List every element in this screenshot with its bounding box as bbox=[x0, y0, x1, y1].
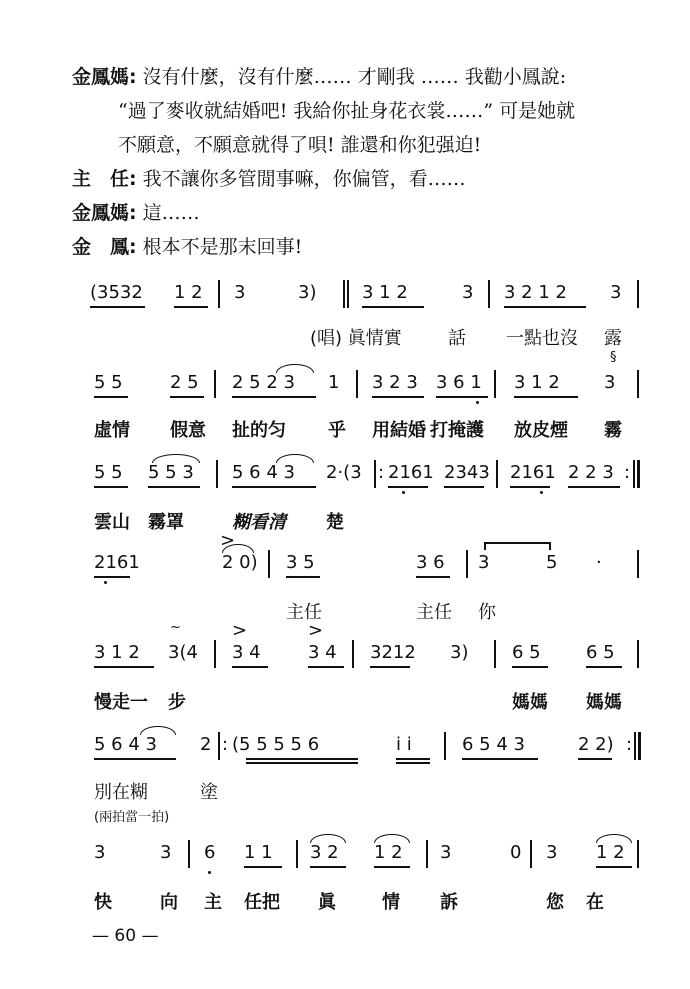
underline bbox=[232, 396, 316, 398]
dialogue-text: “過了麥收就結婚吧! 我給你扯身花衣裳……” 可是她就 bbox=[118, 100, 576, 122]
note-group: 1 bbox=[328, 372, 340, 393]
note-group: 2 bbox=[200, 734, 212, 755]
barline bbox=[374, 460, 376, 488]
underline bbox=[372, 396, 424, 398]
lyric: 用結婚 bbox=[372, 420, 426, 441]
underline bbox=[170, 396, 204, 398]
note-group: 3) bbox=[450, 642, 469, 663]
note-group: 6 5 bbox=[586, 642, 615, 663]
underline bbox=[436, 396, 488, 398]
note-group: 1 1 bbox=[244, 842, 273, 863]
underline bbox=[90, 306, 145, 308]
lyric: 糊看清 bbox=[232, 512, 286, 533]
lyric: 霧 bbox=[604, 420, 622, 441]
accent-mark: > bbox=[232, 620, 248, 641]
note-group: · bbox=[596, 552, 602, 573]
underline bbox=[94, 758, 176, 760]
lyric: 雲山 bbox=[94, 512, 130, 533]
lyric: 放皮煙 bbox=[514, 420, 568, 441]
note-group: 3) bbox=[298, 282, 317, 303]
underline bbox=[510, 486, 550, 488]
note-group: 3(4 bbox=[168, 642, 198, 663]
lyric: 慢走一 bbox=[94, 692, 148, 713]
note-group: 3 4 bbox=[308, 642, 337, 663]
trill-mark: § bbox=[610, 350, 617, 365]
note-group: 5 6 4 3 bbox=[94, 734, 157, 755]
barline bbox=[488, 280, 490, 308]
underline bbox=[232, 486, 316, 488]
lyric: 一點也沒 bbox=[506, 328, 578, 349]
lyric: 眞 bbox=[318, 892, 336, 913]
slur bbox=[276, 364, 314, 373]
lyric: 您 bbox=[546, 892, 564, 913]
note-group: 3 4 bbox=[232, 642, 261, 663]
lyric: 向 bbox=[160, 892, 178, 913]
note-group: 3 6 bbox=[416, 552, 445, 573]
note-group: 2161 bbox=[94, 552, 140, 573]
barline bbox=[296, 840, 298, 868]
note-group: 6 bbox=[204, 842, 216, 863]
slur bbox=[374, 834, 410, 843]
lyric: 任把 bbox=[244, 892, 280, 913]
underline bbox=[416, 576, 450, 578]
lyric: 乎 bbox=[328, 420, 346, 441]
note-group: 3 2 3 bbox=[372, 372, 418, 393]
note-group: i i bbox=[396, 734, 412, 755]
note-group: 3 bbox=[546, 842, 558, 863]
note-group: 6 5 bbox=[512, 642, 541, 663]
note-group: 2·(3 bbox=[326, 462, 362, 483]
dialogue-text: 這…… bbox=[142, 202, 200, 224]
lyric: 假意 bbox=[170, 420, 206, 441]
barline bbox=[637, 280, 639, 308]
barline bbox=[352, 640, 354, 668]
tie-bracket-end bbox=[484, 542, 486, 550]
underline bbox=[310, 866, 346, 868]
barline bbox=[214, 370, 216, 398]
lyric: 虛情 bbox=[94, 420, 130, 441]
note-group: 3 bbox=[94, 842, 106, 863]
underline bbox=[94, 576, 130, 578]
note-group: 5 5 bbox=[94, 372, 123, 393]
dialogue-text: 根本不是那末回事! bbox=[142, 236, 303, 258]
speaker-name: 金鳳媽: bbox=[72, 66, 137, 88]
repeat-sign: : bbox=[626, 734, 633, 755]
note-group: 2 2) bbox=[578, 734, 614, 755]
note-group: 3 bbox=[604, 372, 616, 393]
underline bbox=[148, 486, 200, 488]
lyric: 步 bbox=[168, 692, 186, 713]
barline bbox=[633, 460, 635, 488]
barline bbox=[637, 550, 639, 578]
note-group: 5 5 bbox=[94, 462, 123, 483]
barline bbox=[494, 640, 496, 668]
lyric: 你 bbox=[478, 602, 496, 623]
speaker-name: 主 任: bbox=[72, 168, 137, 190]
barline bbox=[218, 732, 220, 760]
note-group: 3212 bbox=[370, 642, 416, 663]
dialogue-line bbox=[72, 232, 302, 259]
underline bbox=[362, 306, 424, 308]
note-group: 5 bbox=[546, 552, 558, 573]
lyric: 楚 bbox=[326, 512, 344, 533]
note-group: 3 5 bbox=[286, 552, 315, 573]
underline bbox=[396, 758, 430, 760]
underline bbox=[94, 666, 154, 668]
note-group: 1 2 bbox=[174, 282, 203, 303]
underline bbox=[444, 486, 484, 488]
lyric: 主任 bbox=[286, 602, 322, 623]
barline bbox=[426, 840, 428, 868]
lyric: 媽媽 bbox=[586, 692, 622, 713]
octave-dot bbox=[476, 401, 479, 404]
slur bbox=[276, 454, 314, 463]
barline bbox=[494, 370, 496, 398]
slur bbox=[152, 454, 200, 463]
underline bbox=[396, 762, 430, 764]
speaker-name: 金 鳳: bbox=[72, 236, 137, 258]
underline bbox=[578, 758, 612, 760]
dialogue-text: 不願意，不願意就得了唄! 誰還和你犯强迫! bbox=[118, 134, 482, 156]
note-group: 3 2 bbox=[310, 842, 339, 863]
note-group: 2161 bbox=[510, 462, 556, 483]
underline bbox=[246, 758, 358, 760]
slur bbox=[222, 544, 254, 553]
barline bbox=[444, 732, 446, 760]
lyric: 露 bbox=[604, 328, 622, 349]
barline bbox=[347, 280, 349, 308]
note-group: (3532 bbox=[90, 282, 143, 303]
underline bbox=[232, 666, 268, 668]
note-group: 5 5 3 bbox=[148, 462, 194, 483]
barline bbox=[216, 460, 218, 488]
underline bbox=[586, 666, 622, 668]
performance-note: (兩拍當一拍) bbox=[94, 810, 170, 825]
mordent-mark: ~ bbox=[170, 620, 181, 635]
lyric: 快 bbox=[94, 892, 112, 913]
barline bbox=[218, 280, 220, 308]
underline bbox=[512, 666, 548, 668]
underline bbox=[174, 306, 208, 308]
underline bbox=[94, 396, 128, 398]
note-group: 3 2 1 2 bbox=[504, 282, 567, 303]
barline bbox=[343, 280, 345, 308]
repeat-sign: : bbox=[222, 734, 229, 755]
note-group: 2161 bbox=[388, 462, 434, 483]
note-group: 2 2 3 bbox=[568, 462, 614, 483]
barline bbox=[637, 840, 639, 868]
octave-dot bbox=[402, 491, 405, 494]
note-group: 2 5 2 3 bbox=[232, 372, 295, 393]
barline bbox=[466, 550, 468, 578]
lyric: 在 bbox=[586, 892, 604, 913]
lyric: (唱) 眞情實 bbox=[310, 328, 402, 349]
underline bbox=[568, 486, 620, 488]
octave-dot bbox=[208, 871, 211, 874]
lyric: 媽媽 bbox=[512, 692, 548, 713]
dialogue-line bbox=[72, 62, 566, 89]
page-number: — 60 — bbox=[92, 926, 159, 946]
note-group: 3 bbox=[462, 282, 474, 303]
barline bbox=[530, 840, 532, 868]
barline bbox=[638, 732, 641, 760]
underline bbox=[94, 486, 128, 488]
note-group: 0 bbox=[510, 842, 522, 863]
note-group: 3 1 2 bbox=[94, 642, 140, 663]
barline bbox=[356, 370, 358, 398]
note-group: 3 1 2 bbox=[362, 282, 408, 303]
underline bbox=[374, 866, 410, 868]
tie-bracket bbox=[484, 542, 550, 544]
tie-bracket-end bbox=[549, 542, 551, 550]
note-group: 5 6 4 3 bbox=[232, 462, 295, 483]
underline bbox=[462, 758, 538, 760]
octave-dot bbox=[104, 581, 107, 584]
note-group: 3 bbox=[478, 552, 490, 573]
lyric: 塗 bbox=[200, 782, 218, 803]
note-group: 3 bbox=[160, 842, 172, 863]
note-group: 3 1 2 bbox=[514, 372, 560, 393]
note-group: 6 5 4 3 bbox=[462, 734, 525, 755]
underline bbox=[504, 306, 586, 308]
dialogue-text: 沒有什麼，沒有什麼…… 才剛我 …… 我勸小鳳說: bbox=[142, 66, 567, 88]
note-group: 1 2 bbox=[374, 842, 403, 863]
note-group: 3 bbox=[440, 842, 452, 863]
lyric: 扯的匀 bbox=[232, 420, 286, 441]
lyric: 霧罩 bbox=[148, 512, 184, 533]
lyric: 別在糊 bbox=[94, 782, 148, 803]
underline bbox=[246, 762, 358, 764]
note-group: 2343 bbox=[444, 462, 490, 483]
slur bbox=[140, 726, 176, 735]
note-group: 1 2 bbox=[596, 842, 625, 863]
barline bbox=[637, 370, 639, 398]
note-group: 2 5 bbox=[170, 372, 199, 393]
barline bbox=[637, 640, 639, 668]
dialogue-line bbox=[72, 198, 200, 225]
note-group: 3 bbox=[610, 282, 622, 303]
note-group: (5 5 5 5 6 bbox=[232, 734, 320, 755]
dialogue-text: 我不讓你多管閒事嘛，你偏管，看…… bbox=[142, 168, 466, 190]
barline bbox=[214, 640, 216, 668]
underline bbox=[244, 866, 282, 868]
dialogue-line bbox=[72, 164, 466, 191]
underline bbox=[286, 576, 320, 578]
barline bbox=[268, 550, 270, 578]
lyric: 情 bbox=[382, 892, 400, 913]
barline bbox=[496, 460, 498, 488]
note-group: 3 6 1 bbox=[436, 372, 482, 393]
lyric: 主任 bbox=[416, 602, 452, 623]
underline bbox=[596, 866, 632, 868]
barline bbox=[637, 460, 640, 488]
note-group: 2 0) bbox=[222, 552, 258, 573]
speaker-name: 金鳳媽: bbox=[72, 202, 137, 224]
lyric: 話 bbox=[448, 328, 466, 349]
note-group: 3 bbox=[234, 282, 246, 303]
lyric: 打掩護 bbox=[430, 420, 484, 441]
barline bbox=[634, 732, 636, 760]
accent-mark: > bbox=[308, 620, 324, 641]
barline bbox=[188, 840, 190, 868]
accent-mark: > bbox=[220, 530, 236, 551]
octave-dot bbox=[540, 491, 543, 494]
underline bbox=[308, 666, 344, 668]
slur bbox=[596, 834, 632, 843]
lyric: 主 bbox=[204, 892, 222, 913]
repeat-sign: : bbox=[378, 462, 385, 483]
repeat-sign: : bbox=[624, 462, 631, 483]
underline bbox=[514, 396, 578, 398]
underline bbox=[370, 666, 410, 668]
slur bbox=[310, 834, 346, 843]
underline bbox=[388, 486, 428, 488]
lyric: 訴 bbox=[440, 892, 458, 913]
